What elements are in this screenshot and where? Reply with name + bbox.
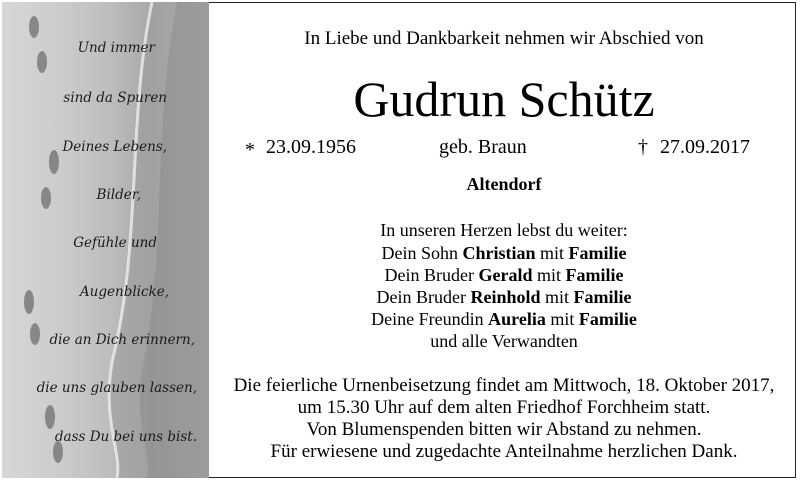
birth-date: 23.09.1956 xyxy=(266,136,356,158)
poem-line: sind da Spuren xyxy=(63,90,167,106)
poem-line: Gefühle und xyxy=(73,235,157,251)
maiden-name: geb. Braun xyxy=(439,136,527,158)
mourner-name: Gerald xyxy=(478,265,533,285)
mourner-row: Dein Bruder Gerald mit Familie xyxy=(384,265,624,285)
poem-line: die an Dich erinnern, xyxy=(49,332,195,348)
poem-line: dass Du bei uns bist. xyxy=(54,429,197,445)
ceremony-line: um 15.30 Uhr auf dem alten Friedhof Forchheim statt. xyxy=(297,397,711,418)
death-date: 27.09.2017 xyxy=(660,136,750,158)
mourner-name: Christian xyxy=(462,243,536,263)
ceremony-line: Für erwiesene und zugedachte Anteilnahme herzlichen Dank. xyxy=(270,441,738,462)
mourner-row: Dein Bruder Reinhold mit Familie xyxy=(376,287,632,307)
mourner-name: Aurelia xyxy=(488,309,546,329)
deceased-name: Gudrun Schütz xyxy=(353,71,655,127)
poem-line: Und immer xyxy=(77,40,155,56)
ceremony-line: Die feierliche Urnenbeisetzung findet am Mittwoch, 18. Oktober 2017, xyxy=(233,375,775,396)
mourners-heading: In unseren Herzen lebst du weiter: xyxy=(380,220,628,240)
ceremony-line: Von Blumenspenden bitten wir Abstand zu nehmen. xyxy=(306,419,702,440)
mourners-closing: und alle Verwandten xyxy=(430,331,578,351)
poem-line: Deines Lebens, xyxy=(62,139,167,155)
footprints-sand-image xyxy=(2,2,209,478)
cross-symbol: † xyxy=(638,136,648,158)
hometown: Altendorf xyxy=(466,174,542,194)
mourner-row: Dein Sohn Christian mit Familie xyxy=(381,243,627,263)
poem-line: Bilder, xyxy=(96,187,141,203)
poem-line: Augenblicke, xyxy=(79,284,169,300)
birth-symbol: * xyxy=(245,139,255,161)
poem xyxy=(2,2,209,478)
mourner-name: Reinhold xyxy=(470,287,541,307)
poem-line: die uns glauben lassen, xyxy=(36,380,197,396)
mourner-row: Deine Freundin Aurelia mit Familie xyxy=(371,309,637,329)
intro-text: In Liebe und Dankbarkeit nehmen wir Abschied von xyxy=(304,28,704,49)
